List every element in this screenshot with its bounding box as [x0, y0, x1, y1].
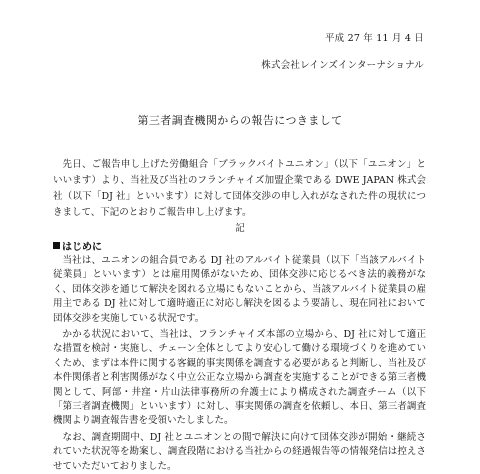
body-paragraph: 当社は、ユニオンの組合員である DJ 社のアルバイト従業員（以下「当該アルバイト従業員」といいます）とは雇用関係がないため、団体交渉に応じるべき法的義務がなく、団体交渉を通じて解決を図れる立場にもないことから、当該アルバイト従業員の雇用主である DJ 社に対して適時適正に対応し解決を図るよう要請し、現在同社において団体交渉を実施している状況です。 — [53, 255, 426, 324]
ki-marker: 記 — [235, 223, 245, 234]
document-title: 第三者調査機関からの報告につきまして — [137, 114, 343, 127]
intro-paragraph: 先日、ご報告申し上げた労働組合「ブラックバイトユニオン」（以下「ユニオン」といいます）より、当社及び当社のフランチャイズ加盟企業である DWE JAPAN 株式会社（以下「DJ 社」といいます）に対して団体交渉の申し入れがなされた件の現状につきまして、下記のとおりご報告申し上げます。 — [53, 159, 426, 218]
section-body — [53, 254, 426, 474]
square-bullet-icon — [53, 242, 60, 249]
body-paragraph: なお、調査期間中、DJ 社とユニオンとの間で解決に向けて団体交渉が開始・継続されていた状況等を勘案し、調査段階における当社からの経過報告等の情報発信は控えさせていただいておりました。 — [53, 431, 426, 472]
body-paragraph: かかる状況において、当社は、フランチャイズ本部の立場から、DJ 社に対して適正な措置を検討・実施し、チェーン全体としてより安心して働ける環境づくりを進めていくため、まずは本件に関する客観的事実関係を調査する必要があると判断し、当社及び本件関係者と利害関係がなく中立公正な立場から調査を実施することができる第三者機関として、阿部・井窪・片山法律事務所の弁護士により構成された調査チーム（以下「第三者調査機関」といいます）に対し、事実関係の調査を依頼し、本日、第三者調査機関より調査報告書を受領いたしました。 — [53, 329, 426, 427]
document-date: 平成 27 年 11 月 4 日 — [324, 33, 424, 44]
section-heading — [53, 238, 102, 253]
company-name: 株式会社レインズインターナショナル — [261, 60, 424, 71]
section-heading-text: はじめに — [62, 242, 102, 253]
